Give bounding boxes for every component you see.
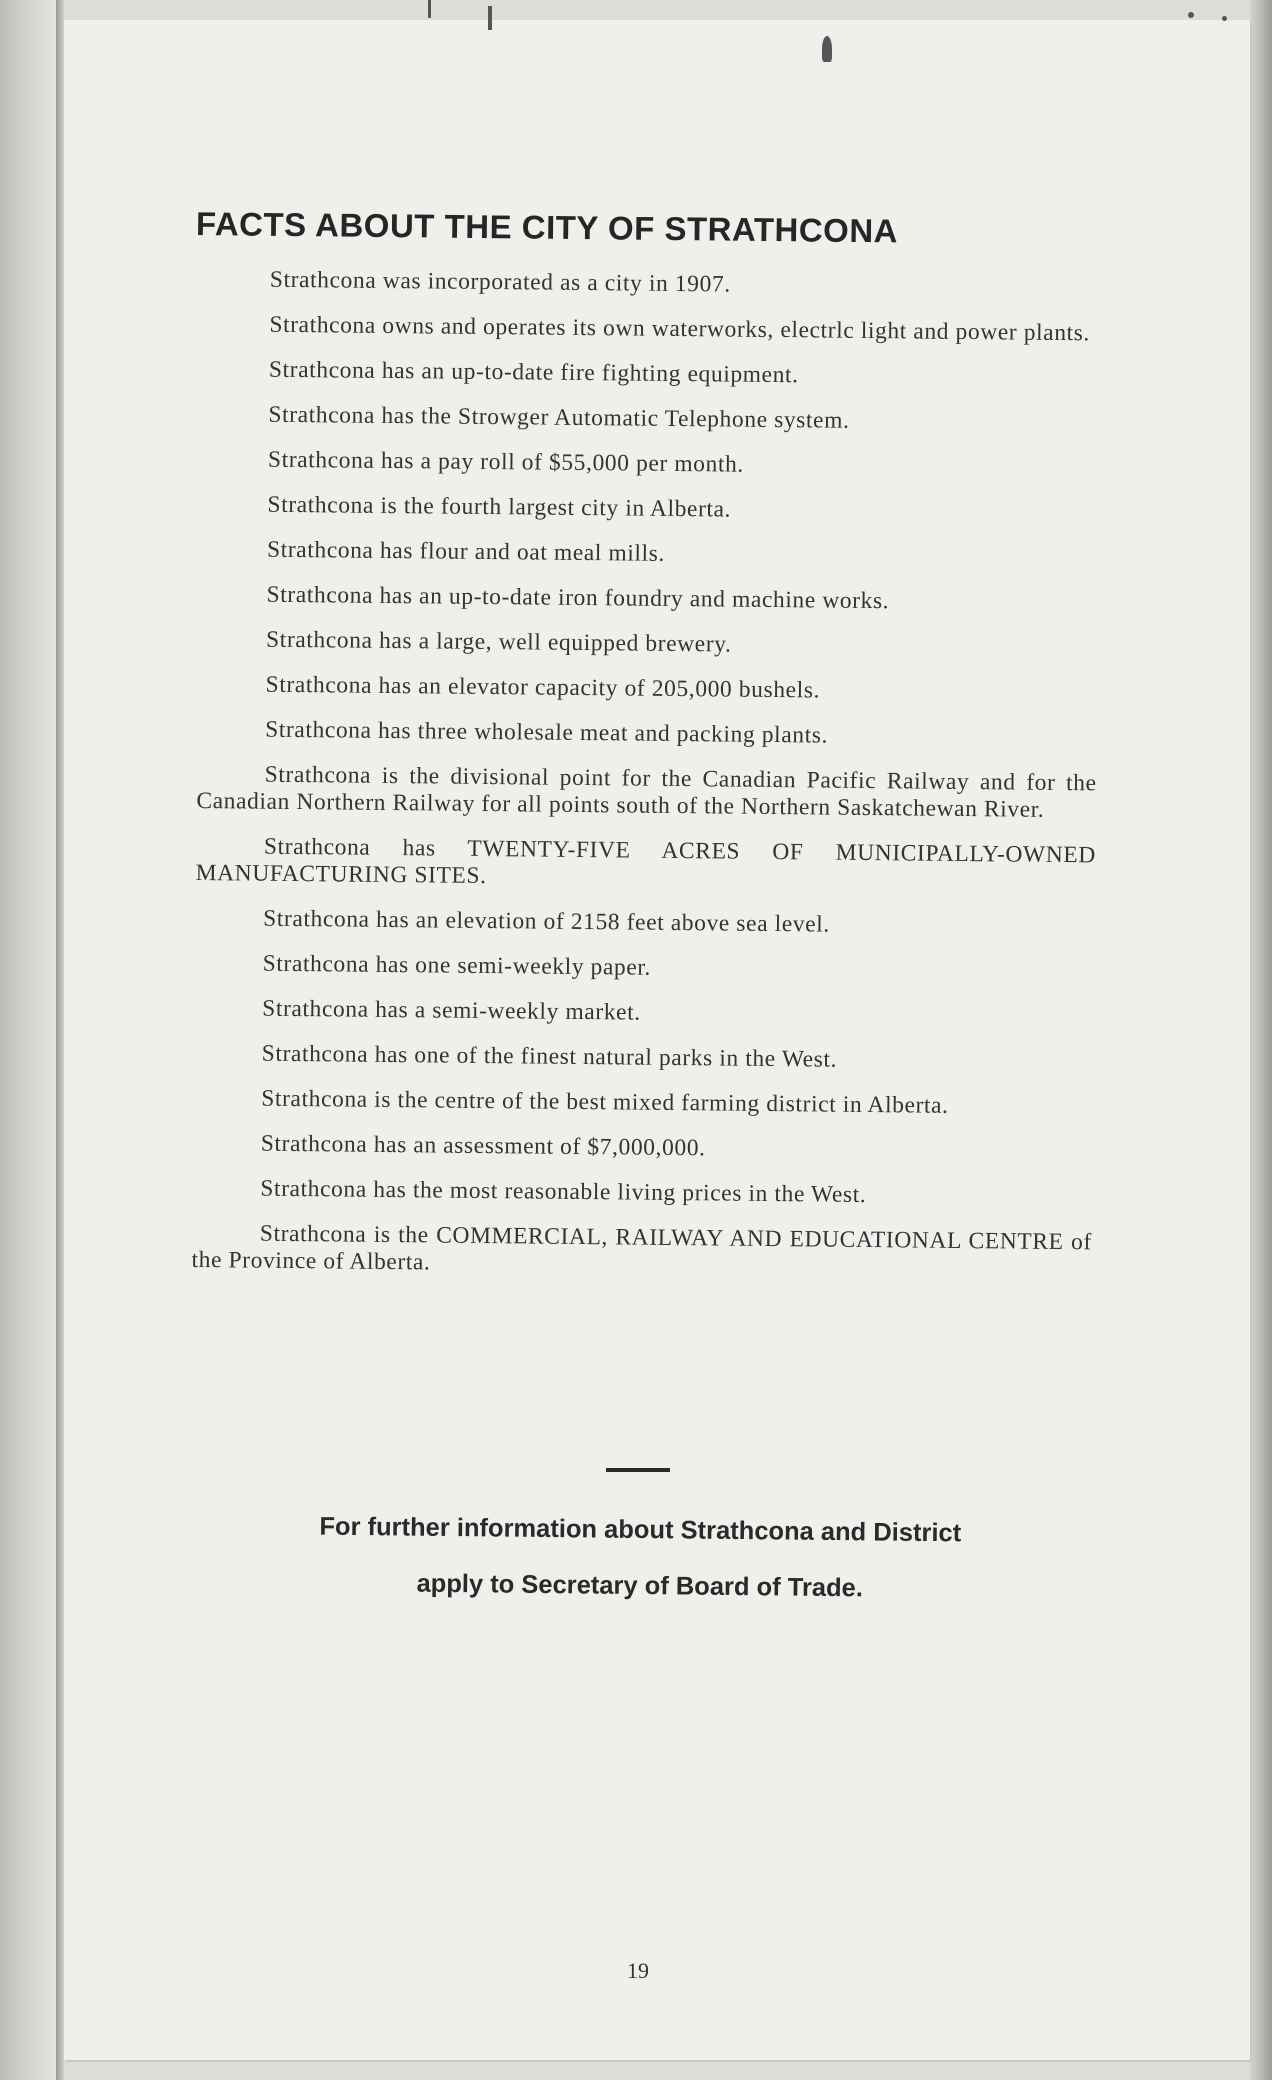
fact-item: Strathcona has a semi-weekly market. — [262, 995, 641, 1026]
contact-note-line: apply to Secretary of Board of Trade. — [416, 1569, 864, 1603]
facts-list — [191, 266, 1102, 1301]
scan-speck — [1188, 12, 1194, 18]
page-right-edge — [1250, 0, 1272, 2080]
page-number: 19 — [627, 1958, 649, 1983]
fact-item: Strathcona owns and operates its own waterworks, electrlc light and power plants. — [269, 311, 1091, 347]
section-divider — [606, 1468, 670, 1472]
fact-item: Strathcona has the Strowger Automatic Telephone system. — [268, 401, 850, 434]
fact-item: Strathcona was incorporated as a city in 1907. — [269, 266, 731, 298]
fact-item: Strathcona has an elevation of 2158 feet above sea level. — [263, 905, 830, 938]
contact-note — [199, 1497, 1080, 1618]
fact-item: Strathcona has an up-to-date iron foundry and machine works. — [266, 581, 890, 615]
fact-item: Strathcona is the fourth largest city in Alberta. — [267, 491, 732, 523]
scan-speck — [428, 0, 431, 18]
fact-item: Strathcona has TWENTY-FIVE ACRES OF MUNICIPALLY-OWNED MANUFACTURING SITES. — [195, 833, 1097, 890]
book-spine-shadow — [56, 0, 64, 2080]
fact-item: Strathcona has one of the finest natural parks in the West. — [261, 1040, 838, 1073]
fact-item: Strathcona has flour and oat meal mills. — [266, 536, 666, 567]
fact-item: Strathcona is the centre of the best mixed farming district in Alberta. — [261, 1085, 949, 1119]
fact-item: Strathcona has the most reasonable living prices in the West. — [260, 1175, 867, 1209]
scan-speck — [488, 6, 492, 30]
fact-item: Strathcona has a large, well equipped brewery. — [265, 626, 732, 658]
page-title: FACTS ABOUT THE CITY OF STRATHCONA — [195, 205, 899, 250]
fact-item: Strathcona is the divisional point for the Canadian Pacific Railway and for the Canadian Northern Railway for all points south of the Northern Saskatchewan River. — [196, 761, 1097, 823]
fact-item: Strathcona has an elevator capacity of 205,000 bushels. — [265, 671, 821, 704]
fact-item: Strathcona has three wholesale meat and packing plants. — [265, 716, 829, 749]
fact-item: Strathcona has an up-to-date fire fighting equipment. — [268, 356, 799, 389]
fact-item: Strathcona has a pay roll of $55,000 per month. — [267, 446, 744, 478]
scan-speck — [1222, 16, 1227, 21]
fact-item: Strathcona has an assessment of $7,000,000. — [260, 1130, 706, 1162]
scan-speck — [822, 36, 832, 62]
book-left-page-edge — [0, 0, 62, 2080]
fact-item: Strathcona is the COMMERCIAL, RAILWAY AND EDUCATIONAL CENTRE of the Province of Alberta. — [191, 1220, 1092, 1276]
fact-item: Strathcona has one semi-weekly paper. — [262, 950, 652, 981]
contact-note-line: For further information about Strathcona and District — [319, 1512, 962, 1548]
